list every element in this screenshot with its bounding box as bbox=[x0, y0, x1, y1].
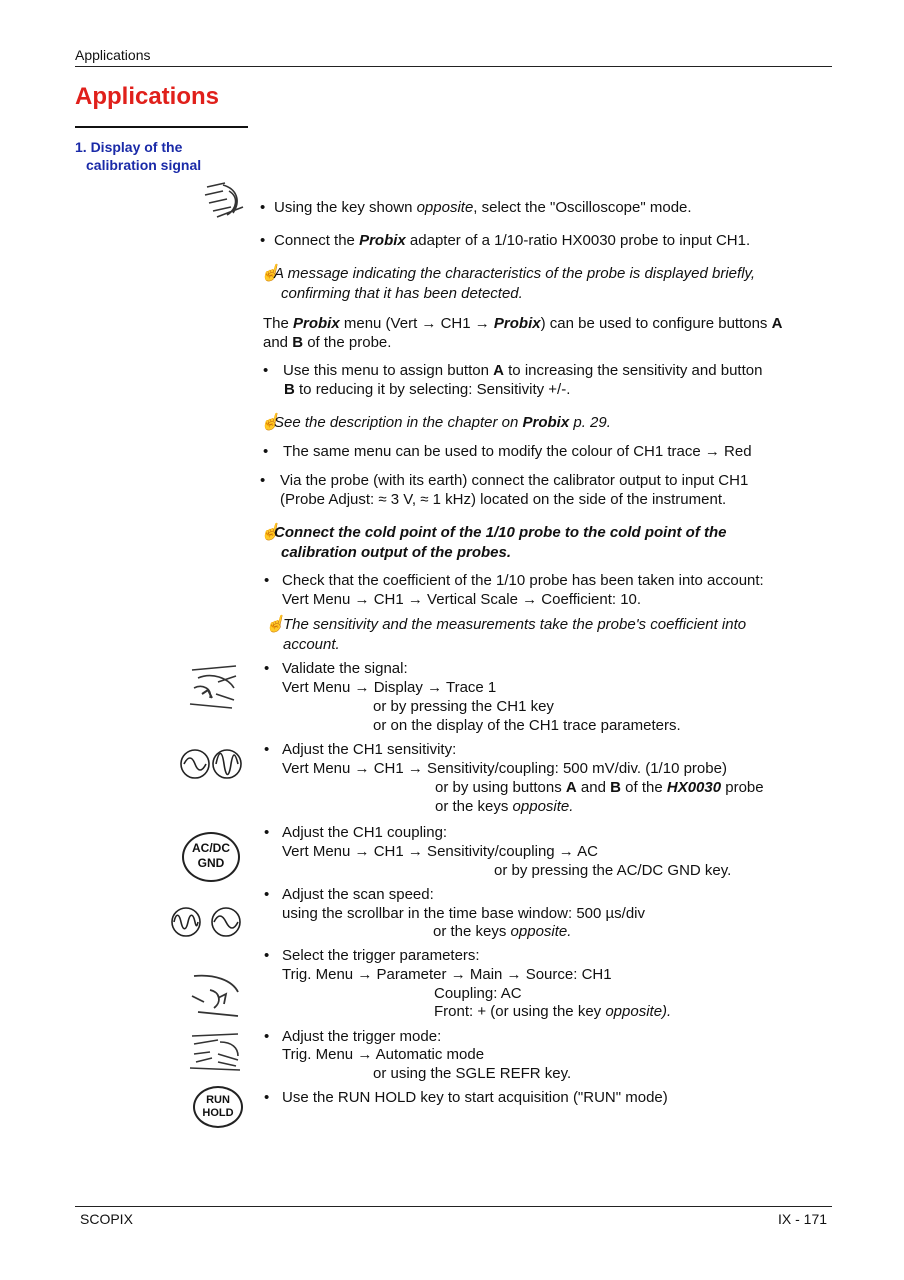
list-item-continued: B to reducing it by selecting: Sensitivity +/-. bbox=[284, 381, 571, 398]
warning-note-continued: calibration output of the probes. bbox=[281, 544, 511, 561]
list-item-continued: or by pressing the AC/DC GND key. bbox=[494, 862, 732, 879]
warning-note: ☝Connect the cold point of the 1/10 probe to the cold point of the bbox=[260, 524, 727, 541]
oscilloscope-mode-key-icon bbox=[203, 179, 245, 221]
section-heading-line1: 1. Display of the bbox=[75, 139, 183, 155]
list-item-continued: Coupling: AC bbox=[434, 985, 522, 1002]
run-hold-key-icon bbox=[193, 1086, 243, 1128]
hand-pointer-icon: ☝ bbox=[260, 524, 280, 541]
list-item: • Via the probe (with its earth) connect the calibrator output to input CH1 bbox=[260, 472, 749, 489]
list-item: • The same menu can be used to modify the colour of CH1 trace → Red bbox=[263, 443, 752, 460]
list-item-continued: Trig. Menu → Parameter → Main → Source: CH1 bbox=[282, 966, 612, 983]
list-item-continued: or using the SGLE REFR key. bbox=[373, 1065, 572, 1082]
section-heading bbox=[75, 138, 201, 174]
list-item-continued: or by pressing the CH1 key bbox=[373, 698, 554, 715]
list-item-continued: or by using buttons A and B of the HX0030 probe bbox=[435, 779, 764, 796]
list-item: • Adjust the trigger mode: bbox=[264, 1028, 442, 1045]
list-item: • Use this menu to assign button A to increasing the sensitivity and button bbox=[263, 362, 763, 379]
list-item-continued: Vert Menu → CH1 → Vertical Scale → Coefficient: 10. bbox=[282, 591, 642, 608]
acdc-key-label: AC/DC bbox=[192, 841, 230, 855]
list-item: • Use the RUN HOLD key to start acquisition ("RUN" mode) bbox=[264, 1089, 668, 1106]
footer-page-number: IX - 171 bbox=[778, 1211, 828, 1227]
running-header: Applications bbox=[75, 47, 151, 63]
header-rule bbox=[75, 66, 832, 67]
list-item: • Adjust the CH1 coupling: bbox=[264, 824, 448, 841]
footer-product: SCOPIX bbox=[80, 1211, 133, 1227]
note: ☝The sensitivity and the measurements take the probe's coefficient into bbox=[265, 616, 747, 633]
trigger-key-icon bbox=[190, 972, 242, 1018]
hand-pointer-icon: ☝ bbox=[265, 616, 285, 633]
list-item: • Connect the Probix adapter of a 1/10-ratio HX0030 probe to input CH1. bbox=[260, 232, 751, 249]
title-rule bbox=[75, 126, 248, 128]
list-item: • Check that the coefficient of the 1/10 probe has been taken into account: bbox=[264, 572, 764, 589]
timebase-keys-icon bbox=[168, 905, 246, 939]
hold-key-label: HOLD bbox=[202, 1107, 234, 1119]
gnd-key-label: GND bbox=[197, 856, 225, 870]
sgle-refr-key-icon bbox=[188, 1032, 244, 1072]
footer-rule bbox=[75, 1206, 832, 1207]
acdc-gnd-key-icon bbox=[182, 832, 240, 882]
paragraph: The Probix menu (Vert → CH1 → Probix) can be used to configure buttons A bbox=[263, 315, 783, 332]
note: ☝See the description in the chapter on Probix p. 29. bbox=[260, 414, 611, 431]
list-item-continued: Front: + (or using the key opposite). bbox=[434, 1003, 672, 1020]
note: ☝A message indicating the characteristics of the probe is displayed briefly, bbox=[260, 265, 756, 282]
list-item: • Using the key shown opposite, select the "Oscilloscope" mode. bbox=[260, 199, 692, 216]
hand-pointer-icon: ☝ bbox=[260, 265, 280, 282]
section-heading-line2: calibration signal bbox=[86, 157, 202, 173]
list-item-continued: or on the display of the CH1 trace parameters. bbox=[373, 717, 681, 734]
note-continued: confirming that it has been detected. bbox=[281, 285, 523, 302]
list-item-continued: Vert Menu → CH1 → Sensitivity/coupling → AC bbox=[282, 843, 598, 860]
list-item-continued: Trig. Menu → Automatic mode bbox=[282, 1046, 485, 1063]
list-item: • Adjust the scan speed: bbox=[264, 886, 434, 903]
page-title: Applications bbox=[75, 83, 220, 110]
hand-pointer-icon: ☝ bbox=[260, 414, 280, 431]
paragraph-continued: and B of the probe. bbox=[263, 334, 392, 351]
note-continued: account. bbox=[283, 636, 340, 653]
list-item-continued: Vert Menu → CH1 → Sensitivity/coupling: 500 mV/div. (1/10 probe) bbox=[282, 760, 727, 777]
list-item: • Validate the signal: bbox=[264, 660, 408, 677]
run-key-label: RUN bbox=[206, 1094, 230, 1106]
list-item: • Select the trigger parameters: bbox=[264, 947, 480, 964]
list-item: • Adjust the CH1 sensitivity: bbox=[264, 741, 457, 758]
ch1-key-icon bbox=[188, 664, 240, 710]
list-item-continued: or the keys opposite. bbox=[433, 923, 572, 940]
list-item-continued: or the keys opposite. bbox=[435, 798, 574, 815]
list-item-continued: using the scrollbar in the time base window: 500 µs/div bbox=[282, 905, 645, 922]
sensitivity-keys-icon bbox=[178, 746, 244, 782]
list-item-continued: Vert Menu → Display → Trace 1 bbox=[282, 679, 497, 696]
list-item-continued: (Probe Adjust: ≈ 3 V, ≈ 1 kHz) located on the side of the instrument. bbox=[280, 491, 727, 508]
